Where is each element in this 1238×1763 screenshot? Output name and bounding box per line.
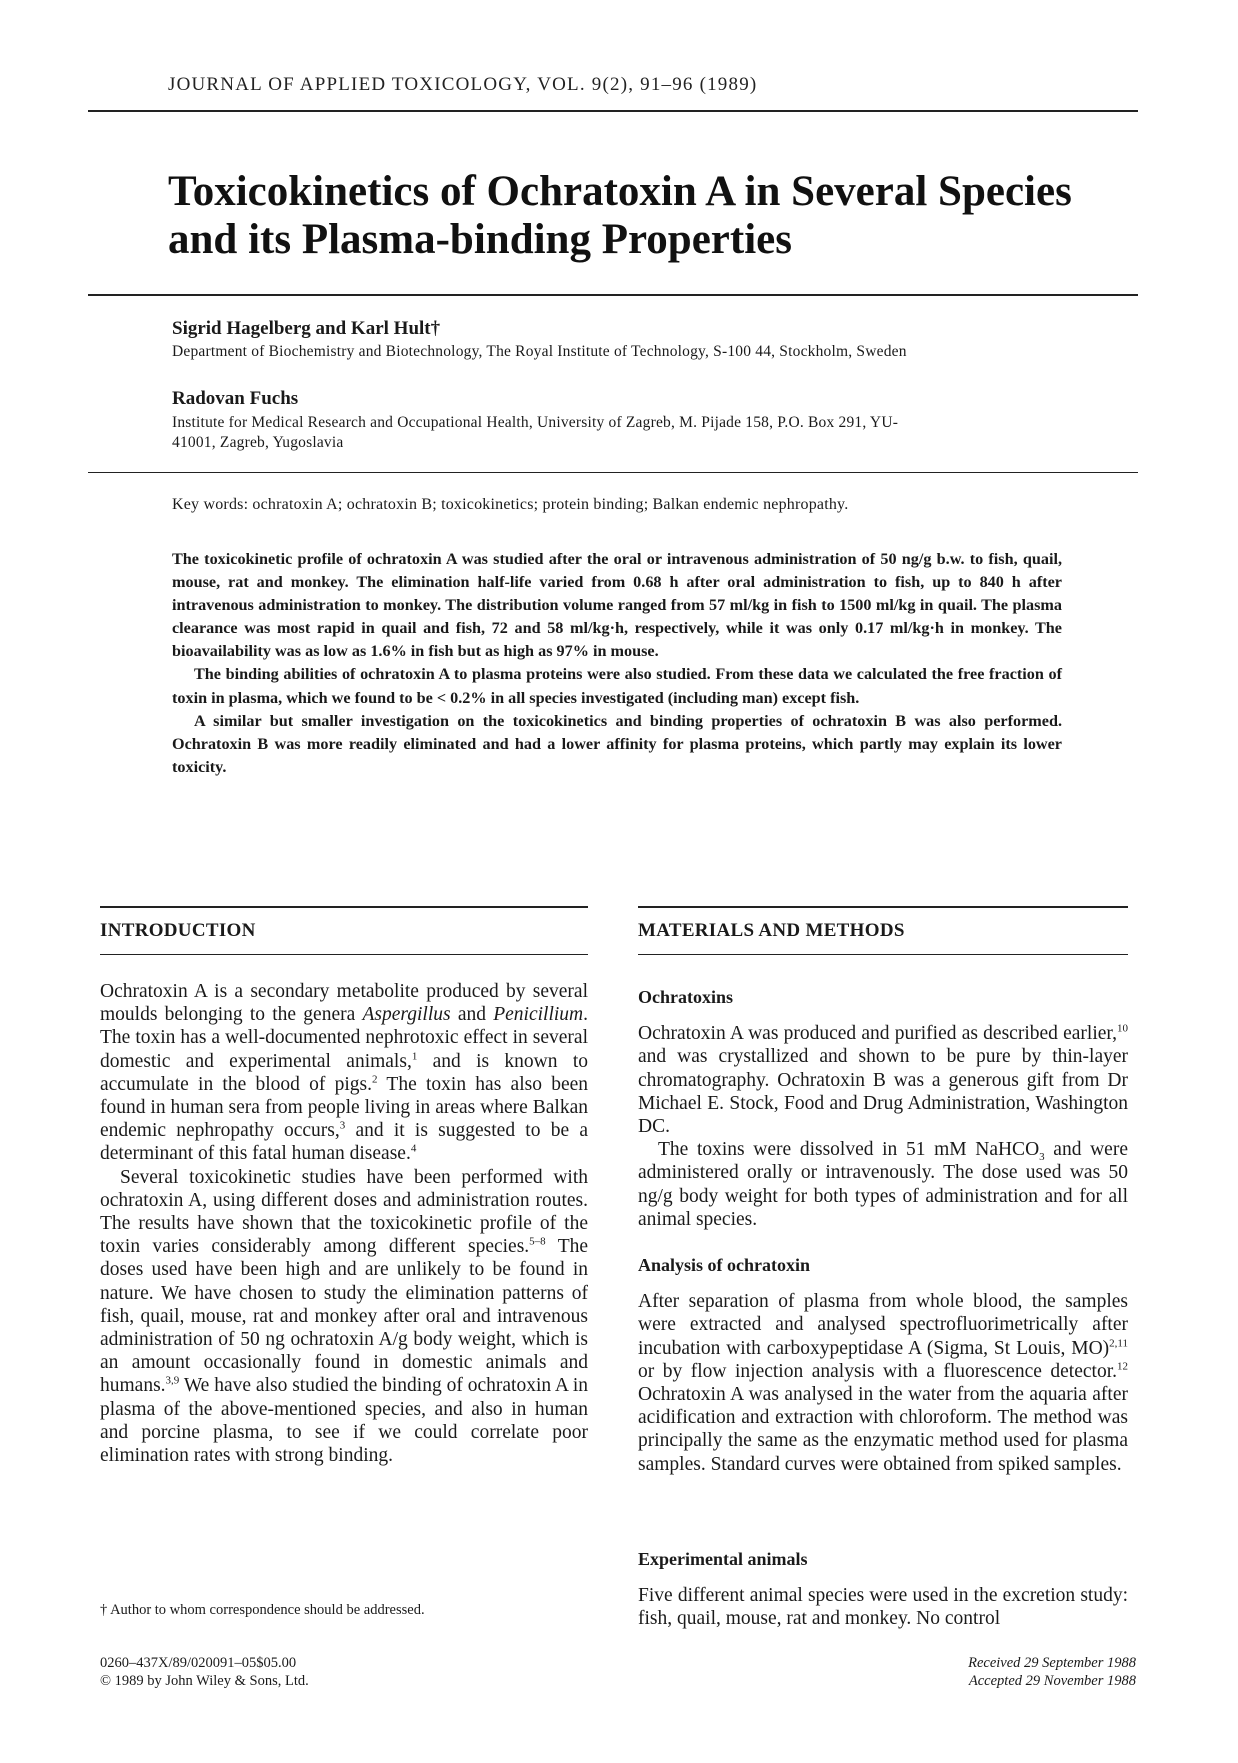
title-line-1: Toxicokinetics of Ochratoxin A in Several Species (168, 168, 1072, 215)
ochratoxins-subheading: Ochratoxins (638, 987, 734, 1007)
intro-top-rule (100, 906, 588, 908)
introduction-heading: INTRODUCTION (100, 920, 256, 941)
affiliation-1: Department of Biochemistry and Biotechnology, The Royal Institute of Technology, S-100 44, Stockholm, Sweden (172, 343, 907, 360)
journal-header: JOURNAL OF APPLIED TOXICOLOGY, VOL. 9(2), 91–96 (1989) (168, 74, 758, 95)
methods-paragraph: The toxins were dissolved in 51 mM NaHCO$_3$ and were administered orally or intravenously. The dose used was 50 ng/g body weight for both types of administration and for all animal species. (638, 1139, 1128, 1230)
methods-ochratoxins (638, 986, 1128, 1231)
issn-code: 0260–437X/89/020091–05$05.00 (100, 1655, 297, 1671)
authors-rule (88, 472, 1138, 473)
header-rule (88, 110, 1138, 112)
reference-marker: 2,11 (1109, 1337, 1128, 1350)
animals-subheading: Experimental animals (638, 1549, 808, 1569)
copyright-line: © 1989 by John Wiley & Sons, Ltd. (100, 1673, 309, 1689)
reference-marker: 12 (1117, 1360, 1128, 1373)
reference-marker: 10 (1117, 1022, 1128, 1035)
title-line-2: and its Plasma-binding Properties (168, 216, 792, 263)
reference-marker: 5–8 (529, 1235, 546, 1248)
keywords: Key words: ochratoxin A; ochratoxin B; toxicokinetics; protein binding; Balkan endemic nephropathy. (172, 496, 849, 513)
author-names-2: Radovan Fuchs (172, 388, 299, 409)
accepted-date: Accepted 29 November 1988 (968, 1673, 1136, 1689)
analysis-subheading: Analysis of ochratoxin (638, 1255, 811, 1275)
intro-paragraph-1: Ochratoxin A is a secondary metabolite produced by several moulds belonging to the genera Aspergillus and Penicillium. The toxin has a well-documented nephrotoxic effect in several domestic and experimental animals,$^1$ and is known to accumulate in the blood of pigs.$^2$ The toxin has also been found in human sera from people living in areas where Balkan endemic nephropathy occurs,$^3$ and it is suggested to be a determinant of this fatal human disease.$^4$ (100, 981, 589, 1165)
author-names-1: Sigrid Hagelberg and Karl Hult† (172, 318, 441, 339)
reference-marker: 3 (339, 1119, 346, 1132)
title-rule (88, 294, 1138, 296)
abstract-paragraph: The binding abilities of ochratoxin A to plasma proteins were also studied. From these data we calculated the free fraction of toxin in plasma, which we found to be < 0.2% in all species investigated (including man) except fish. (172, 665, 1062, 707)
correspondence-footnote: † Author to whom correspondence should be addressed. (100, 1602, 425, 1618)
methods-analysis (638, 1254, 1128, 1476)
methods-heading: MATERIALS AND METHODS (638, 920, 905, 941)
author-block-2 (172, 388, 1072, 453)
affiliation-2-line-2: 41001, Zagreb, Yugoslavia (172, 434, 344, 451)
abstract-paragraph: A similar but smaller investigation on the toxicokinetics and binding properties of ochratoxin B was also performed. Ochratoxin B was more readily eliminated and had a lower affinity for plasma proteins, which partly may explain its lower toxicity. (172, 711, 1062, 776)
methods-paragraph: After separation of plasma from whole blood, the samples were extracted and analysed spectrofluorimetrically after incubation with carboxypeptidase A (Sigma, St Louis, MO)$^{2,11}$ or by flow injection analysis with a fluorescence detector.$^{12}$ Ochratoxin A was analysed in the water from the aquaria after acidification and extraction with chloroform. The method was principally the same as the enzymatic method used for plasma samples. Standard curves were obtained from spiked samples. (638, 1291, 1128, 1475)
methods-bottom-rule (638, 954, 1128, 955)
abstract (172, 548, 1062, 779)
methods-paragraph: Ochratoxin A was produced and purified as described earlier,$^{10}$ and was crystallized and shown to be pure by thin-layer chromatography. Ochratoxin B was a generous gift from Dr Michael E. Stock, Food and Drug Administration, Washington DC. (638, 1022, 1128, 1138)
received-date: Received 29 September 1988 (968, 1655, 1136, 1671)
article-title (168, 168, 1088, 264)
reference-marker: 1 (411, 1050, 418, 1063)
dates-block (760, 1654, 1136, 1690)
methods-top-rule (638, 906, 1128, 908)
abstract-paragraph: The toxicokinetic profile of ochratoxin A was studied after the oral or intravenous administration of 50 ng/g b.w. to fish, quail, mouse, rat and monkey. The elimination half-life varied from 0.68 h after oral administration to fish, up to 840 h after intravenous administration to monkey. The distribution volume ranged from 57 ml/kg in fish to 1500 ml/kg in quail. The plasma clearance was most rapid in quail and fish, 72 and 58 ml/kg·h, respectively, while it was only 0.17 ml/kg·h in monkey. The bioavailability was as low as 1.6% in fish but as high as 97% in mouse. (172, 550, 1062, 661)
reference-marker: 2 (372, 1073, 378, 1086)
intro-bottom-rule (100, 954, 588, 955)
affiliation-2-line-1: Institute for Medical Research and Occupational Health, University of Zagreb, M. Pijade 158, P.O. Box 291, YU- (172, 414, 899, 431)
methods-paragraph: Five different animal species were used in the excretion study: fish, quail, mouse, rat and monkey. No control (638, 1585, 1128, 1630)
reference-marker: 3,9 (165, 1374, 180, 1387)
reference-marker: 4 (410, 1142, 417, 1155)
author-block-1 (172, 318, 1072, 362)
issn-block (100, 1654, 309, 1690)
intro-paragraph-2: Several toxicokinetic studies have been performed with ochratoxin A, using different doses and administration routes. The results have shown that the toxicokinetic profile of the toxin varies considerably among different species.$^{5-8}$ The doses used have been high and are unlikely to be found in nature. We have chosen to study the elimination patterns of fish, quail, mouse, rat and monkey after oral and intravenous administration of 50 ng ochratoxin A/g body weight, which is an amount occasionally found in domestic animals and humans.$^{3,9}$ We have also studied the binding of ochratoxin A in plasma of the above-mentioned species, and also in human and porcine plasma, to see if we could correlate poor elimination rates with strong binding. (100, 1166, 589, 1467)
methods-animals (638, 1548, 1128, 1631)
introduction-body (100, 980, 588, 1467)
